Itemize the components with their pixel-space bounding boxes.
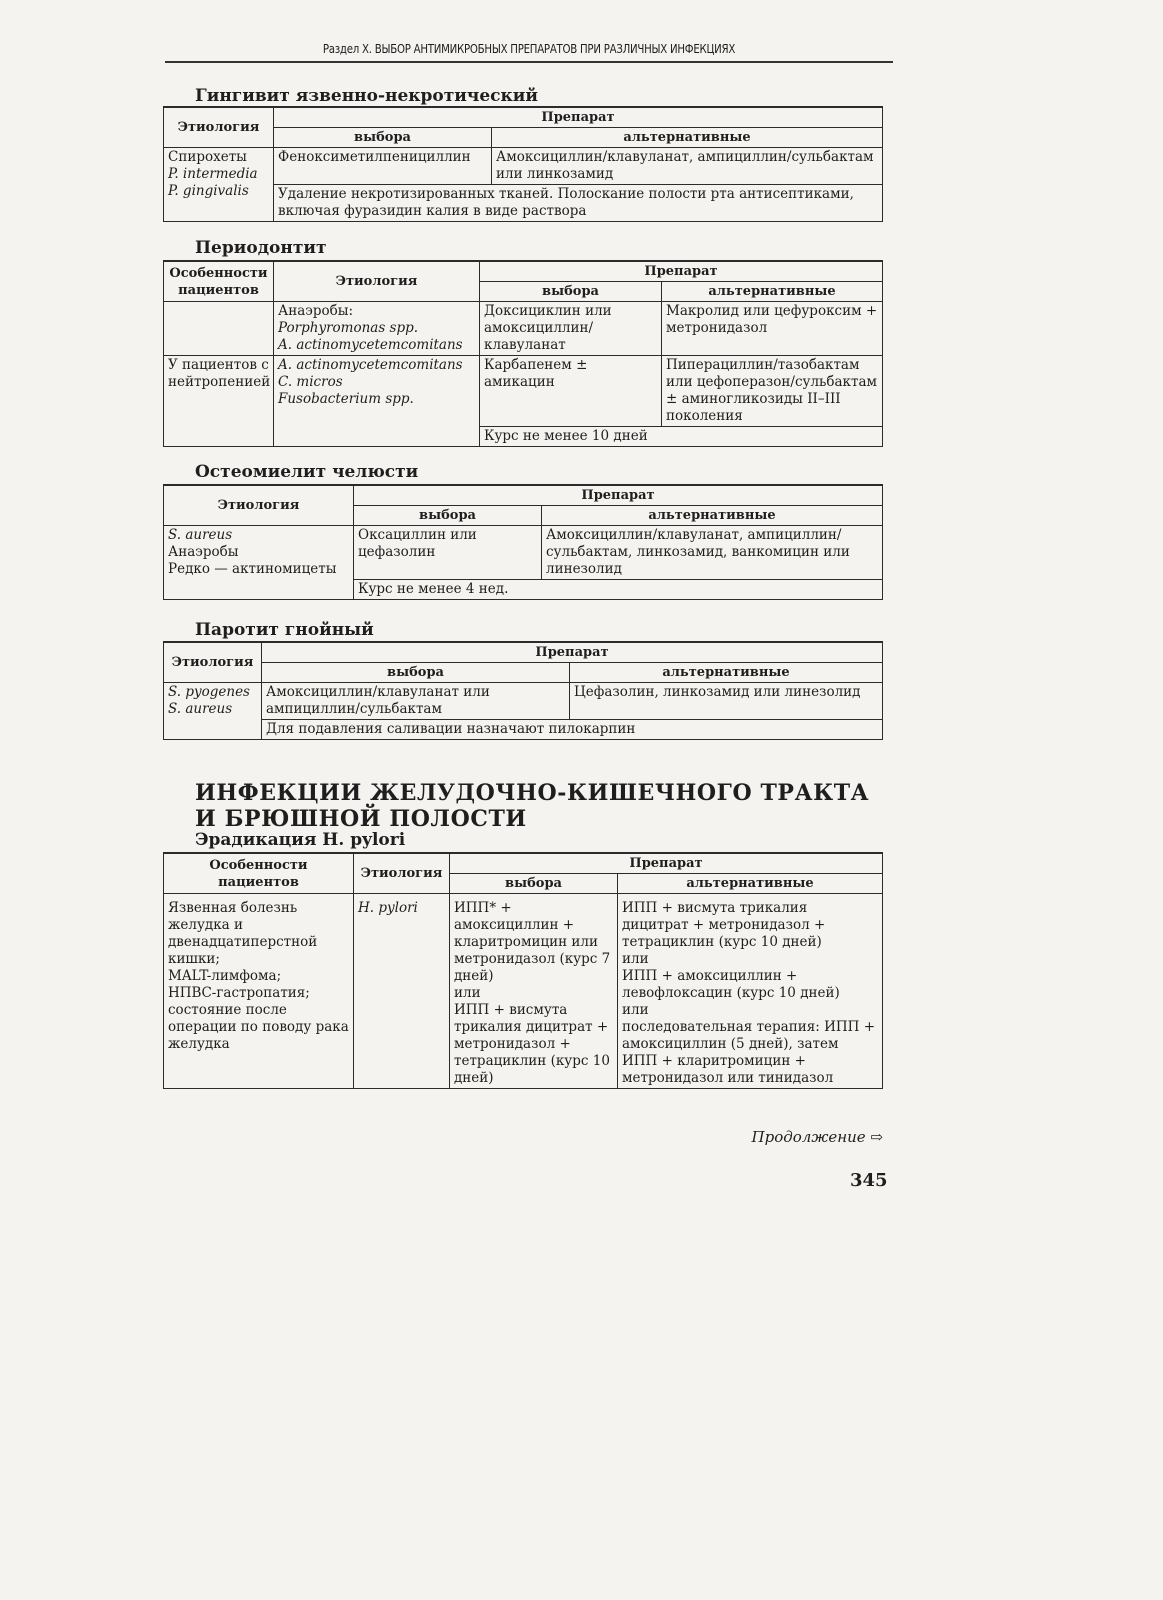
header-features: Особенности пациентов	[164, 261, 274, 302]
regimen-separator: или	[454, 985, 481, 1001]
etiology-item: Спирохеты	[168, 149, 247, 165]
gingivitis-table	[163, 106, 883, 222]
header-alt: альтернативные	[570, 663, 883, 683]
choice-cell: Карбапенем ± амикацин	[480, 356, 662, 427]
etiology-item: S. aureus	[168, 701, 233, 717]
regimen-separator: или	[622, 1002, 649, 1018]
etiology-cell: H. pylori	[354, 894, 450, 1089]
choice-cell: Доксициклин или амоксициллин/клавуланат	[480, 302, 662, 356]
parotitis-table	[163, 641, 883, 740]
regimen-item: последовательная терапия: ИПП + амоксициллин (5 дней), затем ИПП + кларитромицин + метронидазол или тинидазол	[622, 1019, 875, 1086]
periodontitis-table	[163, 260, 883, 447]
regimen-item: ИПП + висмута трикалия дицитрат + метронидазол + тетрациклин (курс 10 дней)	[622, 900, 826, 950]
header-choice: выбора	[274, 128, 492, 148]
osteomyelitis-title: Остеомиелит челюсти	[195, 462, 419, 482]
feature-item: состояние после операции по поводу рака желудка	[168, 1002, 349, 1052]
note-cell: Курс не менее 10 дней	[480, 427, 883, 447]
header-etiology: Этиология	[164, 642, 262, 683]
regimen-item: ИПП* + амоксициллин + кларитромицин или метронидазол (курс 7 дней)	[454, 900, 611, 984]
header-choice: выбора	[262, 663, 570, 683]
etiology-item: S. pyogenes	[168, 684, 250, 700]
header-etiology: Этиология	[164, 485, 354, 526]
header-rule	[165, 61, 893, 63]
alt-cell: Цефазолин, линкозамид или линезолид	[570, 683, 883, 720]
feature-item: MALT-лимфома;	[168, 968, 282, 984]
periodontitis-title: Периодонтит	[195, 238, 327, 258]
etiology-item: A. actinomycetemcomitans	[278, 337, 463, 353]
alt-cell: Пиперациллин/тазобактам или цефоперазон/сульбактам ± аминогликозиды II–III поколения	[662, 356, 883, 427]
header-drug: Препарат	[450, 853, 883, 874]
alt-cell: Макролид или цефуроксим + метронидазол	[662, 302, 883, 356]
header-etiology: Этиология	[354, 853, 450, 894]
header-alt: альтернативные	[542, 506, 883, 526]
header-drug: Препарат	[262, 642, 883, 663]
regimen-separator: или	[622, 951, 649, 967]
etiology-item: P. gingivalis	[168, 183, 249, 199]
gi-chapter-heading	[195, 780, 869, 832]
gingivitis-title: Гингивит язвенно-некротический	[195, 86, 539, 106]
etiology-item: Анаэробы	[168, 544, 239, 560]
header-choice: выбора	[354, 506, 542, 526]
parotitis-title: Паротит гнойный	[195, 620, 374, 640]
choice-cell	[450, 894, 618, 1089]
osteomyelitis-table	[163, 484, 883, 600]
feature-item: НПВС-гастропатия;	[168, 985, 310, 1001]
features-cell: У пациентов с нейтропенией	[164, 356, 274, 447]
alt-cell	[618, 894, 883, 1089]
gi-heading-line: ИНФЕКЦИИ ЖЕЛУДОЧНО-КИШЕЧНОГО ТРАКТА	[195, 780, 870, 806]
header-features: Особенности пациентов	[164, 853, 354, 894]
page-number: 345	[850, 1170, 888, 1191]
feature-item: Язвенная болезнь желудка и двенадцатиперстной кишки;	[168, 900, 318, 967]
header-choice: выбора	[450, 874, 618, 894]
etiology-cell	[274, 302, 480, 356]
alt-cell: Амоксициллин/клавуланат, ампициллин/сульбактам или линкозамид	[492, 148, 883, 185]
header-drug: Препарат	[274, 107, 883, 128]
hpylori-table	[163, 852, 883, 1089]
etiology-cell	[274, 356, 480, 447]
header-alt: альтернативные	[662, 282, 883, 302]
header-alt: альтернативные	[492, 128, 883, 148]
alt-cell: Амоксициллин/клавуланат, ампициллин/сульбактам, линкозамид, ванкомицин или линезолид	[542, 526, 883, 580]
header-drug: Препарат	[480, 261, 883, 282]
etiology-item: S. aureus	[168, 527, 233, 543]
etiology-item: Анаэробы:	[278, 303, 354, 319]
etiology-item: P. intermedia	[168, 166, 258, 182]
gi-heading-line: И БРЮШНОЙ ПОЛОСТИ	[195, 806, 527, 832]
etiology-item: Porphyromonas spp.	[278, 320, 419, 336]
choice-cell: Феноксиметилпенициллин	[274, 148, 492, 185]
note-cell: Удаление некротизированных тканей. Полоскание полости рта антисептиками, включая фуразидин калия в виде раствора	[274, 185, 883, 222]
header-drug: Препарат	[354, 485, 883, 506]
etiology-item: Fusobacterium spp.	[278, 391, 414, 407]
header-etiology: Этиология	[164, 107, 274, 148]
etiology-item: C. micros	[278, 374, 343, 390]
etiology-item: Редко — актиномицеты	[168, 561, 337, 577]
continuation-note: Продолжение ⇨	[751, 1128, 883, 1146]
etiology-cell	[164, 526, 354, 600]
choice-cell: Амоксициллин/клавуланат или ампициллин/сульбактам	[262, 683, 570, 720]
running-head: Раздел X. ВЫБОР АНТИМИКРОБНЫХ ПРЕПАРАТОВ ПРИ РАЗЛИЧНЫХ ИНФЕКЦИЯХ	[322, 42, 736, 56]
regimen-item: ИПП + амоксициллин + левофлоксацин (курс 10 дней)	[622, 968, 840, 1001]
etiology-cell	[164, 683, 262, 740]
features-cell	[164, 302, 274, 356]
note-cell: Для подавления саливации назначают пилокарпин	[262, 720, 883, 740]
header-etiology: Этиология	[274, 261, 480, 302]
header-choice: выбора	[480, 282, 662, 302]
etiology-cell	[164, 148, 274, 222]
regimen-item: ИПП + висмута трикалия дицитрат + метронидазол + тетрациклин (курс 10 дней)	[454, 1002, 610, 1086]
header-alt: альтернативные	[618, 874, 883, 894]
hpylori-title: Эрадикация H. pylori	[195, 830, 406, 850]
choice-cell: Оксациллин или цефазолин	[354, 526, 542, 580]
features-cell	[164, 894, 354, 1089]
etiology-item: A. actinomycetemcomitans	[278, 357, 463, 373]
note-cell: Курс не менее 4 нед.	[354, 580, 883, 600]
